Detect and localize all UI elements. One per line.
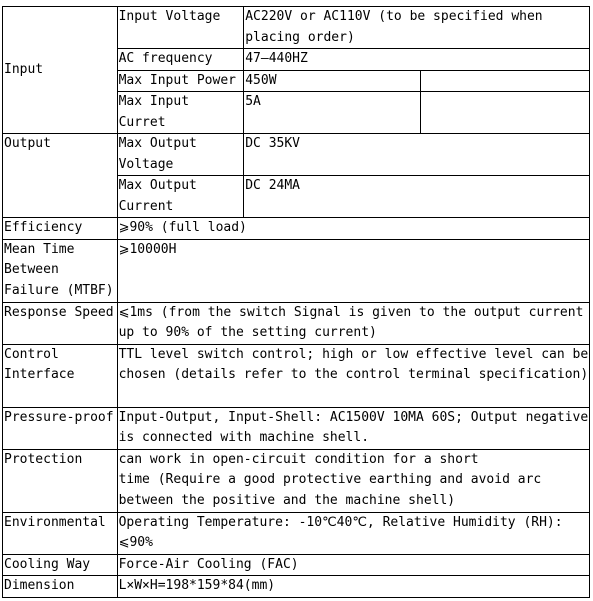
table-row xyxy=(3,576,590,598)
param-name-max-output-current: Max Output Current xyxy=(117,176,244,218)
table-row xyxy=(3,218,590,240)
protection-line-1: can work in open-circuit condition for a short xyxy=(118,451,479,467)
param-value-max-input-current: 5A xyxy=(244,92,421,134)
param-name-max-output-voltage: Max Output Voltage xyxy=(117,134,244,176)
param-value-ac-frequency: 47—440HZ xyxy=(244,49,590,71)
row-label-dimension: Dimension xyxy=(3,576,118,598)
table-row xyxy=(3,302,590,344)
row-value-pressure-proof: Input-Output, Input-Shell: AC1500V 10MA 60S; Output negative is connected with machine shell. xyxy=(117,407,589,449)
table-row xyxy=(3,512,590,554)
row-label-control-interface: Control Interface xyxy=(3,344,118,407)
table-row xyxy=(3,7,590,49)
table-row xyxy=(3,134,590,176)
row-value-efficiency: ⩾90% (full load) xyxy=(117,218,589,240)
table-row xyxy=(3,407,590,449)
row-label-output: Output xyxy=(3,134,118,218)
empty-cell xyxy=(421,92,590,134)
param-value-max-output-voltage: DC 35KV xyxy=(244,134,590,176)
param-name-ac-frequency: AC frequency xyxy=(117,49,244,71)
param-value-max-input-power: 450W xyxy=(244,70,421,92)
param-name-max-input-current: Max Input Curret xyxy=(117,92,244,134)
spec-table xyxy=(2,6,590,598)
table-row xyxy=(3,554,590,576)
param-value-max-output-current: DC 24MA xyxy=(244,176,590,218)
param-name-input-voltage: Input Voltage xyxy=(117,7,244,49)
protection-line-2: time (Require a good protective earthing and avoid arc between the positive and the machine shell) xyxy=(118,472,542,508)
row-label-response-speed: Response Speed xyxy=(3,302,118,344)
row-label-pressure-proof: Pressure-proof xyxy=(3,407,118,449)
row-label-efficiency: Efficiency xyxy=(3,218,118,240)
empty-cell xyxy=(421,70,590,92)
row-label-input: Input xyxy=(3,7,118,134)
row-value-environmental: Operating Temperature: -10℃40℃, Relative Humidity (RH): ⩽90% xyxy=(117,512,589,554)
row-value-protection xyxy=(117,449,589,512)
row-label-protection: Protection xyxy=(3,449,118,512)
param-value-input-voltage: AC220V or AC110V (to be specified when placing order) xyxy=(244,7,590,49)
row-value-cooling-way: Force-Air Cooling (FAC) xyxy=(117,554,589,576)
param-name-max-input-power: Max Input Power xyxy=(117,70,244,92)
row-value-dimension: L×W×H=198*159*84(mm) xyxy=(117,576,589,598)
table-row xyxy=(3,239,590,302)
row-label-environmental: Environmental xyxy=(3,512,118,554)
row-label-cooling-way: Cooling Way xyxy=(3,554,118,576)
table-row xyxy=(3,449,590,512)
row-value-control-interface: TTL level switch control; high or low effective level can be chosen (details refer to the control terminal specification) xyxy=(117,344,589,407)
table-row xyxy=(3,344,590,407)
row-value-mtbf: ⩾10000H xyxy=(117,239,589,302)
row-value-response-speed: ⩽1ms (from the switch Signal is given to the output current up to 90% of the setting current) xyxy=(117,302,589,344)
row-label-mtbf: Mean Time Between Failure (MTBF) xyxy=(3,239,118,302)
